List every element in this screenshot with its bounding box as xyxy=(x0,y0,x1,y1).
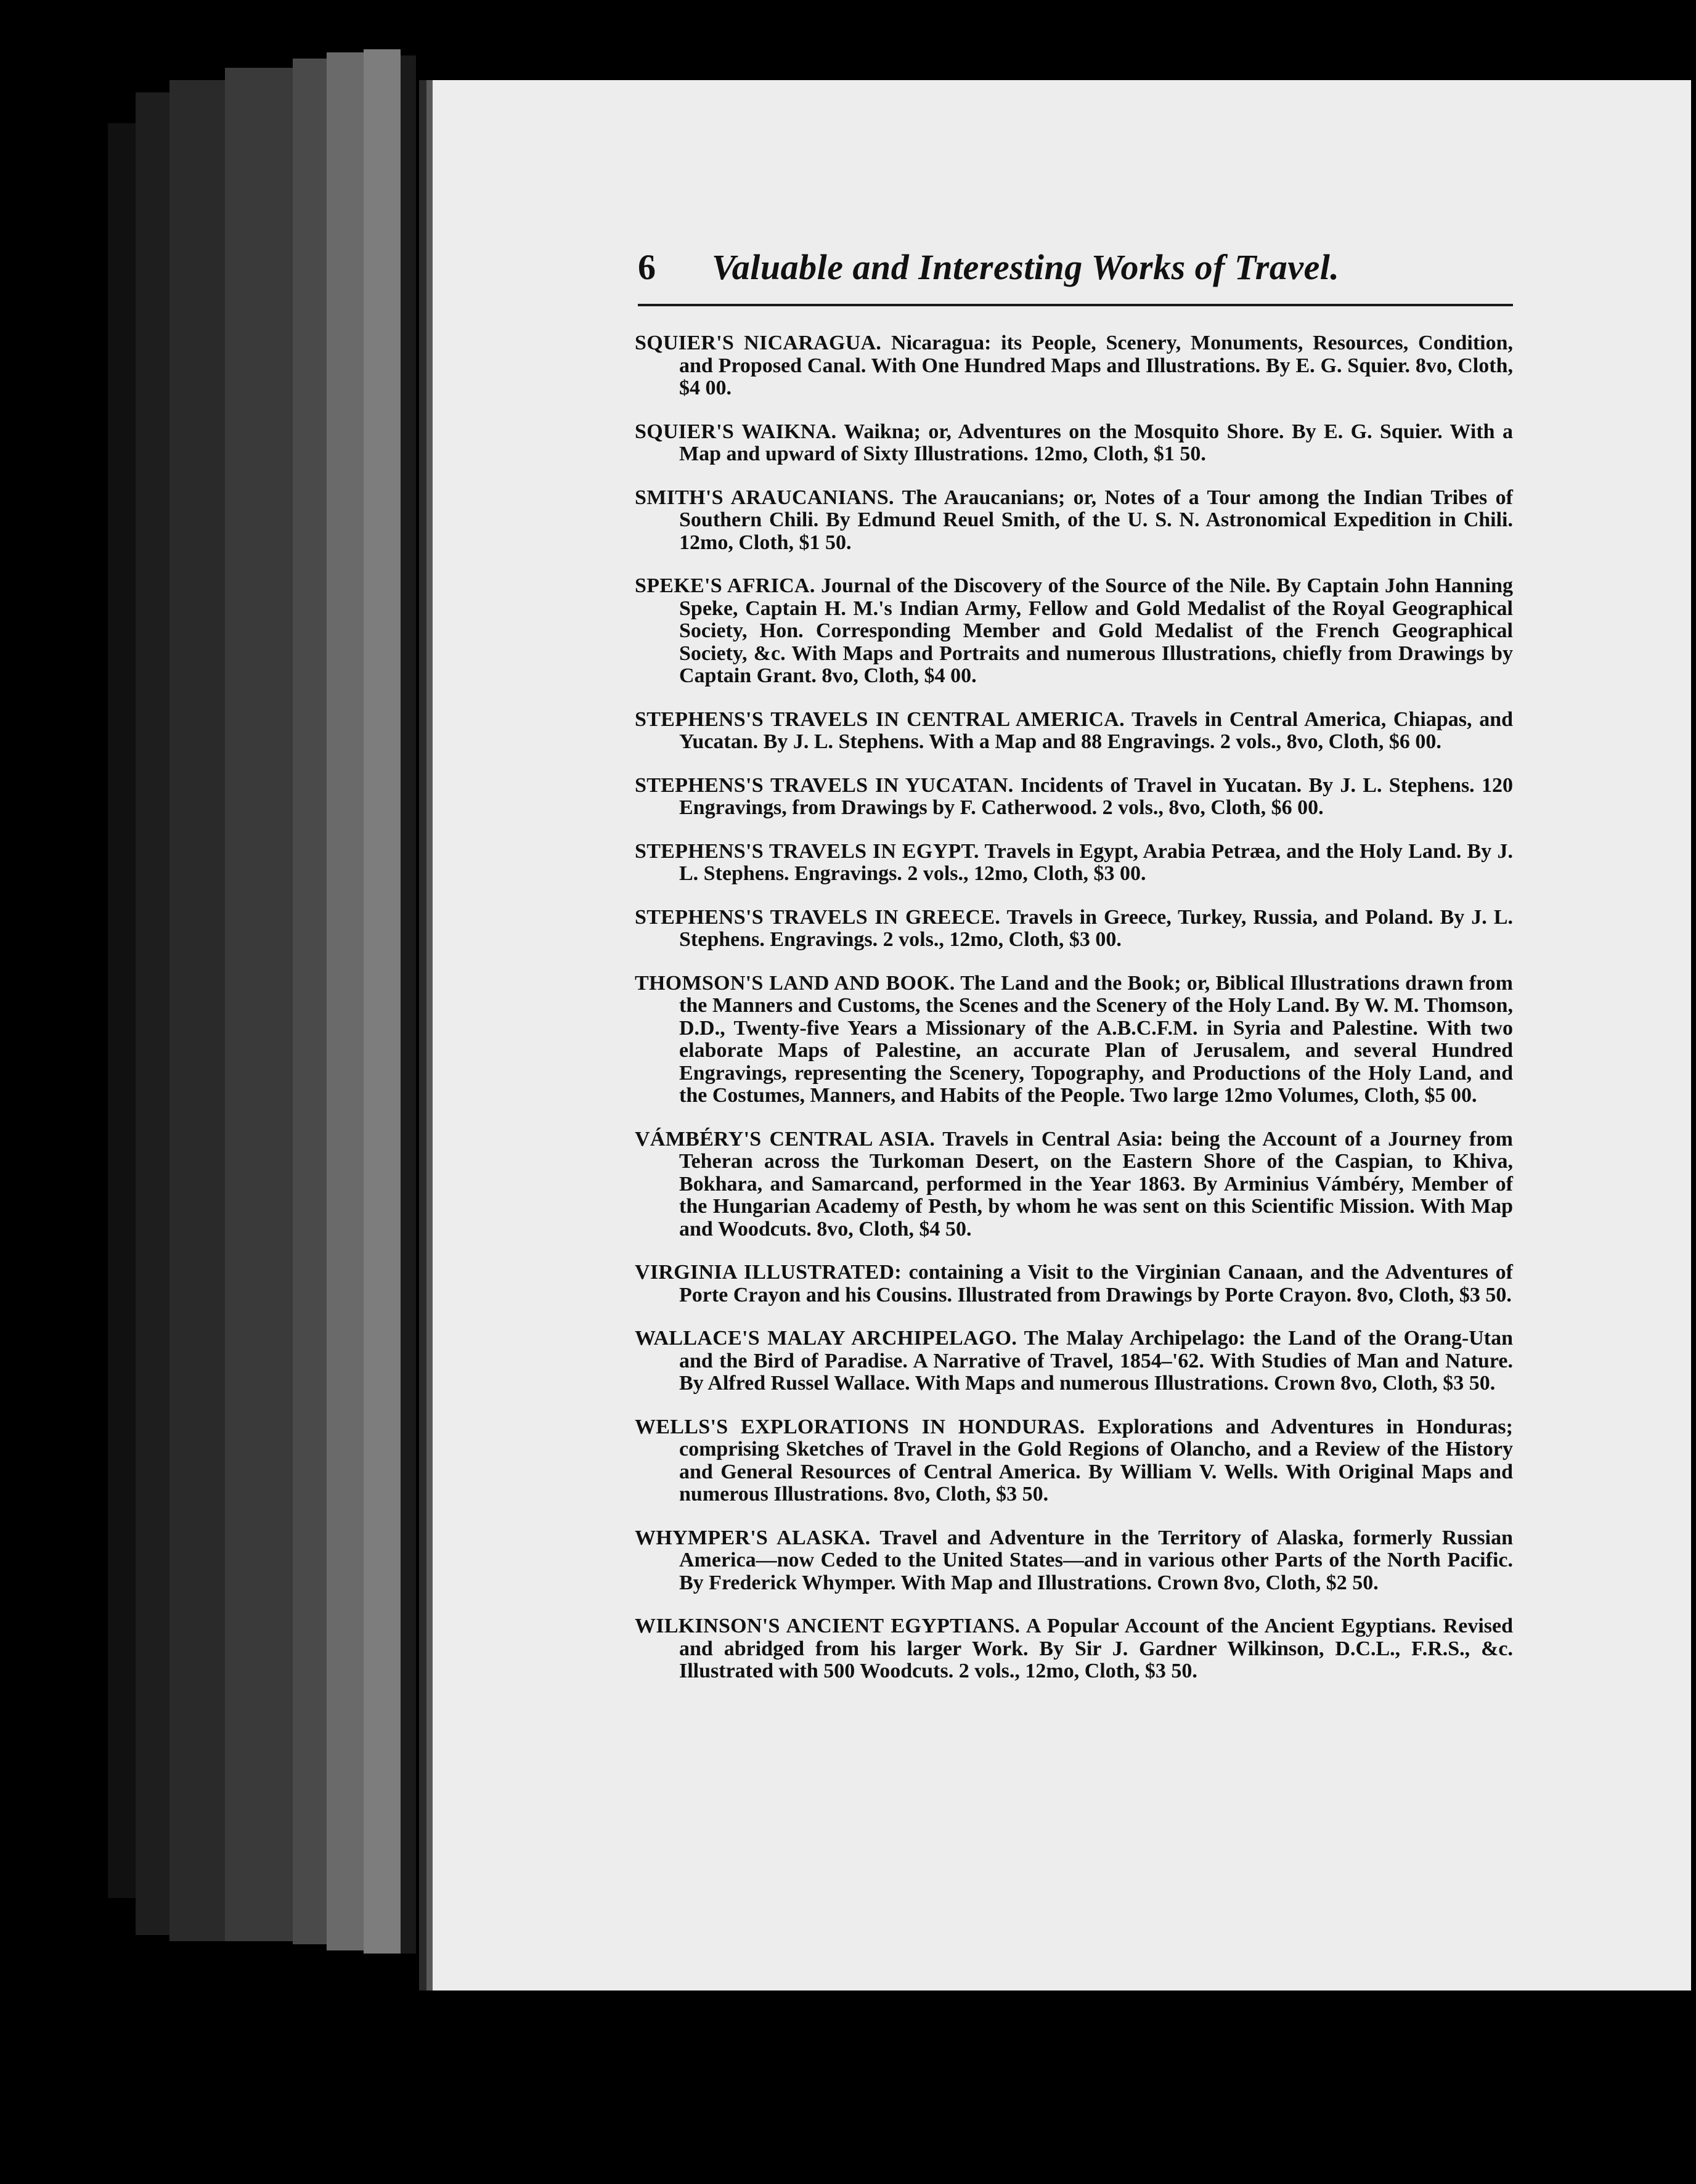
catalog-entry xyxy=(635,1615,1513,1683)
page-edge xyxy=(225,68,293,1941)
page-header xyxy=(638,247,1513,290)
catalog-entry xyxy=(635,972,1513,1107)
catalog-entry xyxy=(635,841,1513,886)
page-edge xyxy=(136,92,169,1935)
entry-description: containing a Visit to the Virginian Canaan, and the Adventures of Porte Crayon and his Cousins. Illustrated from Drawings by Porte Crayon. 8vo, Cloth, $3 50. xyxy=(679,1261,1514,1306)
entry-description: Travels in Central Asia: being the Account of a Journey from Teheran across the Turkoman Desert, on the Eastern Shore of the Caspian, to Khiva, Bokhara, and Samarcand, performed in the Year 1863. By Arminius Vámbéry, Member of the Hungarian Academy of Pesth, by whom he was sent on this Scientific Mission. With Map and Woodcuts. 8vo, Cloth, $4 50. xyxy=(679,1127,1513,1241)
page-edge xyxy=(327,52,364,1950)
page-number: 6 xyxy=(638,247,656,287)
entry-title: STEPHENS'S TRAVELS IN GREECE. xyxy=(635,905,1001,929)
entry-title: WHYMPER'S ALASKA. xyxy=(635,1526,871,1549)
entry-description: Travels in Greece, Turkey, Russia, and Poland. By J. L. Stephens. Engravings. 2 vols., 12mo, Cloth, $3 00. xyxy=(679,905,1513,951)
catalog-entry xyxy=(635,1527,1513,1595)
page-edge xyxy=(108,123,136,1898)
entry-description: A Popular Account of the Ancient Egyptians. Revised and abridged from his larger Work. By Sir J. Gardner Wilkinson, D.C.L., F.R.S., &c. Illustrated with 500 Woodcuts. 2 vols., 12mo, Cloth, $3 50. xyxy=(679,1615,1513,1682)
entry-title: STEPHENS'S TRAVELS IN CENTRAL AMERICA. xyxy=(635,707,1125,731)
entry-description: Explorations and Adventures in Honduras; comprising Sketches of Travel in the Gold Regions of Olancho, and a Review of the History and General Resources of Central America. By William V. Wells. With Original Maps and numerous Illustrations. 8vo, Cloth, $3 50. xyxy=(679,1415,1513,1506)
catalog-entry xyxy=(635,332,1513,400)
entry-title: THOMSON'S LAND AND BOOK. xyxy=(635,971,955,995)
entry-description: Incidents of Travel in Yucatan. By J. L. Stephens. 120 Engravings, from Drawings by F. Catherwood. 2 vols., 8vo, Cloth, $6 00. xyxy=(679,773,1514,819)
catalog-entry xyxy=(635,575,1513,688)
catalog-entry xyxy=(635,1416,1513,1506)
catalog-entry xyxy=(635,709,1513,754)
entry-title: SQUIER'S NICARAGUA. xyxy=(635,332,882,354)
entry-title: WELLS'S EXPLORATIONS IN HONDURAS. xyxy=(635,1415,1085,1438)
catalog-entry xyxy=(635,1261,1513,1306)
entry-title: SMITH'S ARAUCANIANS. xyxy=(635,486,894,509)
entry-description: Nicaragua: its People, Scenery, Monuments, Resources, Condition, and Proposed Canal. With One Hundred Maps and Illustrations. By E. G. Squier. 8vo, Cloth, $4 00. xyxy=(679,332,1514,399)
entry-description: Travels in Central America, Chiapas, and Yucatan. By J. L. Stephens. With a Map and 88 Engravings. 2 vols., 8vo, Cloth, $6 00. xyxy=(679,707,1514,753)
entry-description: Journal of the Discovery of the Source of the Nile. By Captain John Hanning Speke, Captain H. M.'s Indian Army, Fellow and Gold Medalist of the Royal Geographical Society, Hon. Corresponding Member and Gold Medalist of the French Geographical Society, &c. With Maps and Portraits and numerous Illustrations, chiefly from Drawings by Captain Grant. 8vo, Cloth, $4 00. xyxy=(679,574,1513,687)
entry-description: Waikna; or, Adventures on the Mosquito Shore. By E. G. Squier. With a Map and upward of Sixty Illustrations. 12mo, Cloth, $1 50. xyxy=(679,420,1514,465)
catalog-entries xyxy=(635,311,1513,1692)
catalog-entry xyxy=(635,487,1513,555)
catalog-entry xyxy=(635,421,1513,466)
entry-title: VÁMBÉRY'S CENTRAL ASIA. xyxy=(635,1127,936,1151)
entry-description: The Land and the Book; or, Biblical Illustrations drawn from the Manners and Customs, the Scenes and the Scenery of the Holy Land. By W. M. Thomson, D.D., Twenty-five Years a Missionary of the A.B.C.F.M. in Syria and Palestine. With two elaborate Maps of Palestine, an accurate Plan of Jerusalem, and several Hundred Engravings, representing the Scenery, Topography, and Productions of the Holy Land, and the Costumes, Manners, and Habits of the People. Two large 12mo Volumes, Cloth, $5 00. xyxy=(679,971,1513,1107)
entry-title: SPEKE'S AFRICA. xyxy=(635,574,815,597)
entry-title: STEPHENS'S TRAVELS IN YUCATAN. xyxy=(635,773,1014,797)
entry-description: The Araucanians; or, Notes of a Tour among the Indian Tribes of Southern Chili. By Edmund Reuel Smith, of the U. S. N. Astronomical Expedition in Chili. 12mo, Cloth, $1 50. xyxy=(679,486,1513,554)
entry-title: STEPHENS'S TRAVELS IN EGYPT. xyxy=(635,839,979,863)
page-edge xyxy=(364,49,401,1954)
catalog-entry xyxy=(635,907,1513,951)
catalog-entry xyxy=(635,775,1513,820)
entry-description: Travels in Egypt, Arabia Petræa, and the Holy Land. By J. L. Stephens. Engravings. 2 vols., 12mo, Cloth, $3 00. xyxy=(679,839,1514,885)
catalog-entry xyxy=(635,1128,1513,1241)
header-rule xyxy=(638,304,1513,306)
entry-title: VIRGINIA ILLUSTRATED: xyxy=(635,1261,902,1284)
entry-title: SQUIER'S WAIKNA. xyxy=(635,420,837,443)
running-head: Valuable and Interesting Works of Travel. xyxy=(712,247,1340,287)
catalog-entry xyxy=(635,1327,1513,1395)
entry-title: WILKINSON'S ANCIENT EGYPTIANS. xyxy=(635,1615,1021,1637)
entry-description: The Malay Archipelago: the Land of the Orang-Utan and the Bird of Paradise. A Narrative of Travel, 1854–'62. With Studies of Man and Nature. By Alfred Russel Wallace. With Maps and numerous Illustrations. Crown 8vo, Cloth, $3 50. xyxy=(679,1327,1513,1395)
page-edge xyxy=(169,80,225,1941)
page-edge xyxy=(401,55,416,1954)
page-edge xyxy=(293,59,327,1944)
entry-title: WALLACE'S MALAY ARCHIPELAGO. xyxy=(635,1327,1017,1350)
entry-description: Travel and Adventure in the Territory of Alaska, formerly Russian America—now Ceded to the United States—and in various other Parts of the North Pacific. By Frederick Whymper. With Map and Illustrations. Crown 8vo, Cloth, $2 50. xyxy=(679,1526,1513,1594)
